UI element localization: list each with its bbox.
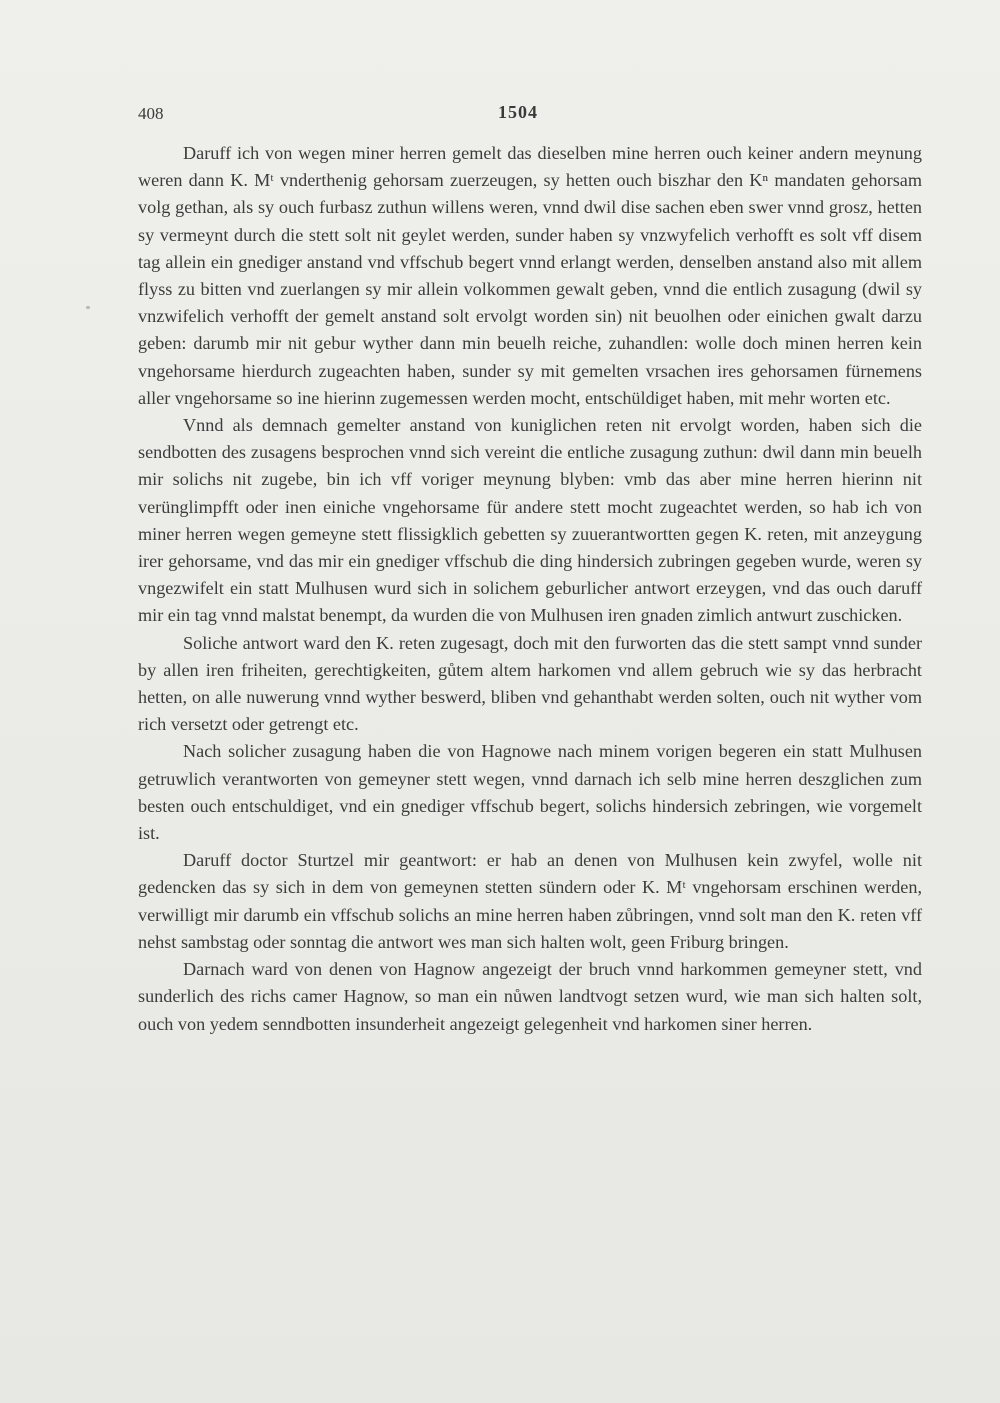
body-text <box>138 140 922 1038</box>
paragraph: Darnach ward von denen von Hagnow angezeigt der bruch vnnd harkommen gemeyner stett, vnd sunderlich des richs camer Hagnow, so man ein nůwen landtvogt setzen wurd, wie man sich halten solt, ouch von yedem senndbotten insunderheit angezeigt gelegenheit vnd harkomen siner herren. <box>138 959 922 1034</box>
paragraph: Soliche antwort ward den K. reten zugesagt, doch mit den furworten das die stett sampt vnnd sunder by allen iren friheiten, gerechtigkeiten, gůtem altem harkomen vnd allem gebruch wie sy das herbracht hetten, on alle nuwerung vnnd wyther beswerd, bliben vnd gehanthabt werden solten, ouch nit wyther vom rich versetzt oder getrengt etc. <box>138 632 922 735</box>
running-title-year: 1504 <box>498 102 538 122</box>
paragraph: Nach solicher zusagung haben die von Hagnowe nach minem vorigen begeren ein statt Mulhusen getruwlich verantworten von gemeyner stett wegen, vnnd darnach ich selb mine herren deszglichen zum besten ouch entschuldiget, vnd ein gnediger vffschub begert, solichs hindersich zebringen, wie vorgemelt ist. <box>138 741 922 844</box>
paragraph: Vnnd als demnach gemelter anstand von kuniglichen reten nit ervolgt worden, haben sich die sendbotten des zusagens besprochen vnnd sich vereint die entliche zusagung zuthun: dwil dann min beuelh mir solichs nit zugebe, bin ich vff voriger meynung blyben: vmb das aber mine herren hierinn nit verünglimpfft oder inen einiche vngehorsame für andere stett mocht zugeachtet werden, so hab ich von miner herren wegen gemeyne stett flissigklich gebetten sy zuuerantwortten gegen K. reten, mit anzeygung irer gehorsame, vnd das mir ein gnediger vffschub die ding hindersich zubringen gegeben wurde, weren sy vngezwifelt ein statt Mulhusen wurd sich in solichem geburlicher antwort erzeygen, vnd das ouch daruff mir ein tag vnnd malstat benempt, da wurden die von Mulhusen iren gnaden zimlich antwurt zuschicken. <box>138 415 922 626</box>
paper-speck <box>86 306 90 309</box>
page-header <box>138 104 922 128</box>
paragraph: Daruff doctor Sturtzel mir geantwort: er hab an denen von Mulhusen kein zwyfel, wolle nit gedencken das sy sich in dem von gemeynen stetten sündern oder K. Mᵗ vngehorsam erschinen werden, verwilligt mir darumb ein vffschub solichs an mine herren haben zůbringen, vnnd solt man den K. reten vff nehst sambstag oder sonntag die antwort wes man sich halten wolt, geen Friburg bringen. <box>138 850 922 952</box>
page-number: 408 <box>138 104 164 123</box>
paragraph: Daruff ich von wegen miner herren gemelt das dieselben mine herren ouch keiner andern meynung weren dann K. Mᵗ vnderthenig gehorsam zuerzeugen, sy hetten ouch biszhar den Kⁿ mandaten gehorsam volg gethan, als sy ouch furbasz zuthun willens weren, vnnd dwil dise sachen eben swer vnnd grosz, hetten sy vermeynt durch die stett solt nit geylet werden, sunder haben sy vnzwyfelich verhofft es solt vff disem tag allein ein gnediger anstand vnd vffschub begert vnnd erlangt werden, denselben anstand also mit allem flyss zu bitten vnd zuerlangen sy mir allein volkommen gewalt geben, vnnd die entlich zusagung (dwil sy vnzwifelich verhofft der gemelt anstand solt ervolgt worden sin) nit beuolhen oder einichen gwalt darzu geben: darumb mir nit gebur wyther dann min beuelh reiche, zuhandlen: wolle doch minen herren kein vngehorsame hierdurch zugeachten haben, sunder sy mit gemelten vrsachen ires gehorsamen fürnemens aller vngehorsame so ine hierinn zugemessen werden mocht, entschüldiget haben, mit mehr worten etc. <box>138 143 922 408</box>
